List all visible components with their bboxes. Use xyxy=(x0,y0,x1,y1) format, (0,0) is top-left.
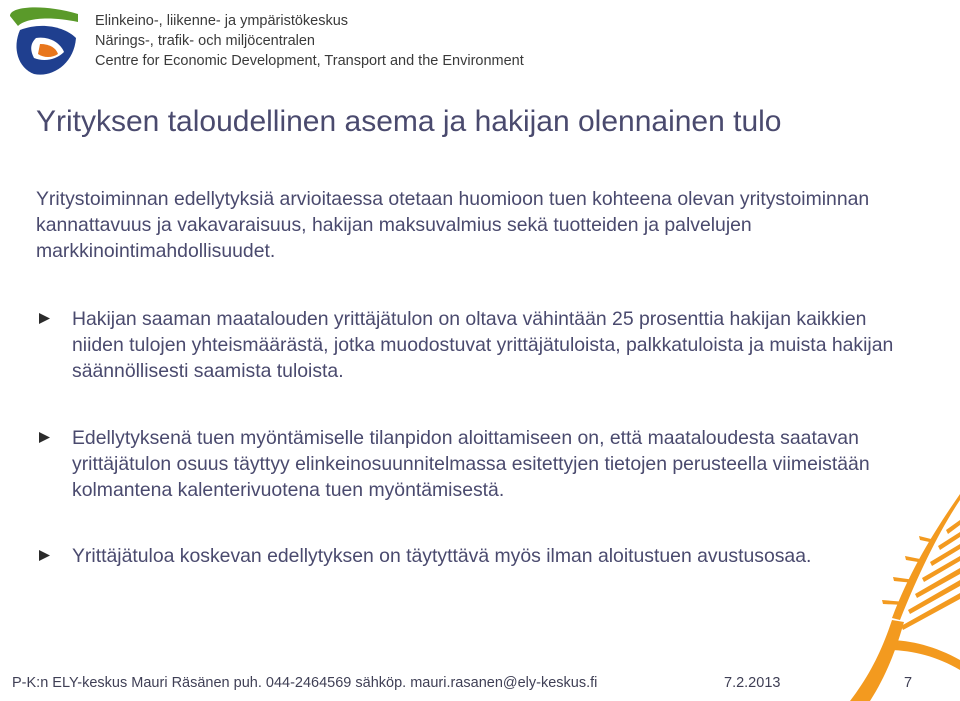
ely-logo xyxy=(4,2,84,82)
org-name-english: Centre for Economic Development, Transport and the Environment xyxy=(95,53,524,69)
bullet-marker-icon xyxy=(38,431,51,444)
bullet-text: Hakijan saaman maatalouden yrittäjätulon on oltava vähintään 25 prosenttia hakijan kaikkien niiden tulojen yhteismäärästä, jotka muodostuvat yrittäjätuloista, palkkatuloista ja muista hakijan säännöllisesti saamista tuloista. xyxy=(72,308,894,382)
intro-paragraph: Yritystoiminnan edellytyksiä arvioitaessa otetaan huomioon tuen kohteena olevan yritystoiminnan kannattavuus ja vakavaraisuus, hakijan maksuvalmius sekä tuotteiden ja palvelujen markkinointimahdollisuudet. xyxy=(36,188,870,262)
bullet-marker-icon xyxy=(38,549,51,562)
decorative-leaf-graphic xyxy=(770,470,960,701)
footer-contact: P-K:n ELY-keskus Mauri Räsänen puh. 044-2464569 sähköp. mauri.rasanen@ely-keskus.fi xyxy=(12,675,598,691)
organization-name xyxy=(95,11,524,71)
bullet-text: Edellytyksenä tuen myöntämiselle tilanpidon aloittamiseen on, että maataloudesta saatavan yrittäjätulon osuus täyttyy elinkeinosuunnitelmassa esitettyjen tietojen perusteella viimeistään kolmantena kalenterivuotena tuen myöntämisestä. xyxy=(72,427,870,501)
org-name-swedish: Närings-, trafik- och miljöcentralen xyxy=(95,33,315,49)
footer-date: 7.2.2013 xyxy=(724,675,781,691)
slide-title: Yrityksen taloudellinen asema ja hakijan olennainen tulo xyxy=(36,105,782,138)
org-name-finnish: Elinkeino-, liikenne- ja ympäristökeskus xyxy=(95,13,349,29)
bullet-text: Yrittäjätuloa koskevan edellytyksen on täytyttävä myös ilman aloitustuen avustusosaa. xyxy=(72,545,812,567)
bullet-marker-icon xyxy=(38,312,51,325)
page-number: 7 xyxy=(904,675,913,691)
